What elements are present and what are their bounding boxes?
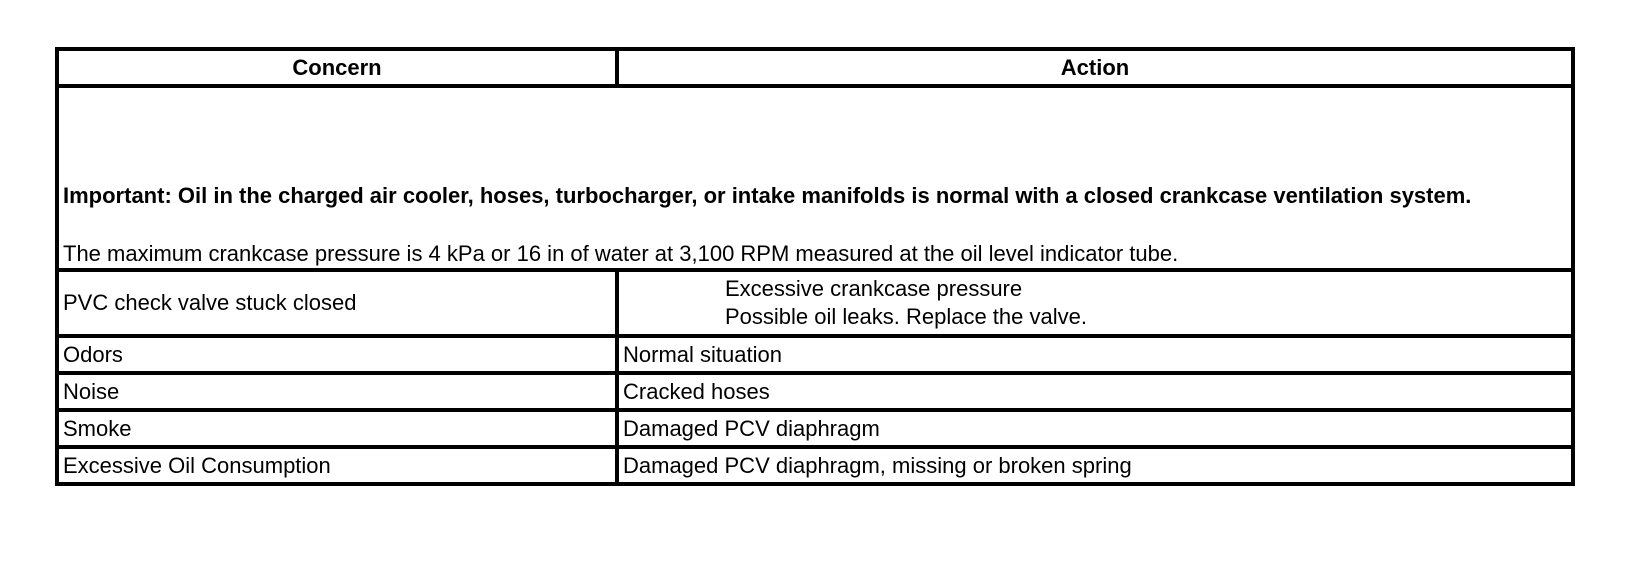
table-row [57,336,1573,373]
note-cell [57,86,1573,270]
concern-cell: Smoke [57,410,617,447]
note-row [57,86,1573,270]
concern-cell: Noise [57,373,617,410]
table-row [57,447,1573,484]
header-row [57,49,1573,86]
concern-cell: PVC check valve stuck closed [57,270,617,336]
action-cell: Cracked hoses [617,373,1573,410]
action-cell [617,270,1573,336]
action-header: Action [617,49,1573,86]
concern-cell: Excessive Oil Consumption [57,447,617,484]
concern-cell: Odors [57,336,617,373]
action-line: Possible oil leaks. Replace the valve. [725,304,1087,329]
action-cell: Damaged PCV diaphragm, missing or broken spring [617,447,1573,484]
diagnostic-table [55,47,1575,486]
concern-header: Concern [57,49,617,86]
action-cell: Damaged PCV diaphragm [617,410,1573,447]
action-line: Excessive crankcase pressure [725,276,1023,301]
table-row [57,270,1573,336]
table-row [57,373,1573,410]
action-cell: Normal situation [617,336,1573,373]
pressure-note: The maximum crankcase pressure is 4 kPa or 16 in of water at 3,100 RPM measured at the oil level indicator tube. [63,241,1179,266]
important-note: Important: Oil in the charged air cooler, hoses, turbocharger, or intake manifolds is normal with a closed crankcase ventilation system. [63,183,1472,208]
table-row [57,410,1573,447]
